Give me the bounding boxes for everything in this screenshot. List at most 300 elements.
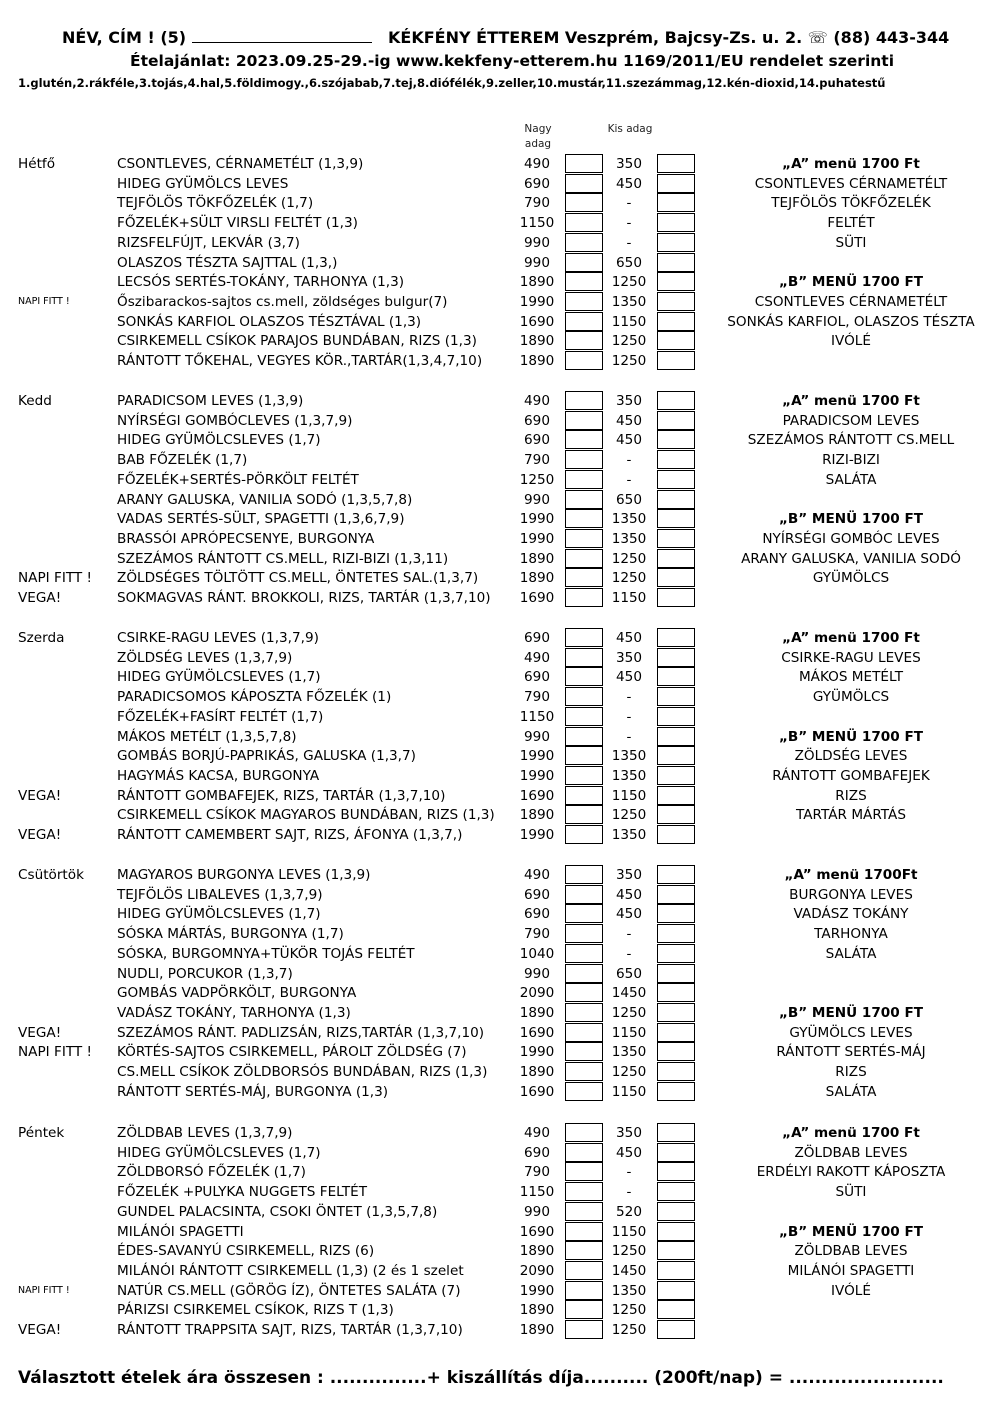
menu-offer-text: CSIRKE-RAGU LEVES [781,649,921,666]
price-nagy: 690 [524,906,550,923]
menu-row [0,1162,1000,1182]
price-nagy: 690 [524,412,550,429]
order-box-nagy[interactable] [565,983,603,1002]
order-box-nagy[interactable] [565,746,603,765]
order-box-kis[interactable] [657,1182,695,1201]
column-header-nagy: Nagy adag [524,123,552,150]
price-nagy: 490 [524,867,550,883]
order-box-nagy[interactable] [565,174,603,193]
menu-offer-text: „A” menü 1700 Ft [782,630,920,646]
price-nagy: 1990 [519,748,555,765]
price-nagy: 2090 [519,985,555,1002]
price-nagy: 1890 [519,333,555,350]
column-header-kis: Kis adag [607,123,653,135]
order-box-kis[interactable] [657,529,695,548]
menu-offer-text: CSONTLEVES CÉRNAMETÉLT [754,175,948,192]
menu-row [0,1222,1000,1242]
price-kis: 1350 [611,530,647,547]
order-box-nagy[interactable] [565,865,603,884]
price-nagy: 1890 [519,1302,555,1319]
price-kis: - [626,689,632,706]
order-box-nagy[interactable] [565,766,603,785]
price-nagy: 1890 [519,274,555,291]
order-box-kis[interactable] [657,1222,695,1241]
order-box-nagy[interactable] [565,628,603,647]
menu-row [0,983,1000,1003]
price-nagy: 1990 [519,511,555,528]
order-box-nagy[interactable] [565,391,603,410]
menu-row [0,1202,1000,1222]
row-tag: Péntek [18,1125,65,1141]
order-box-nagy[interactable] [565,154,603,173]
name-address-blank[interactable] [192,28,372,43]
price-nagy: 1150 [519,1184,555,1201]
order-box-kis[interactable] [657,786,695,805]
price-nagy: 1990 [519,1282,555,1299]
price-kis: - [626,926,632,943]
dish-name: TEJFÖLÖS TÖKFŐZELÉK (1,7) [117,195,314,212]
order-box-kis[interactable] [657,430,695,449]
order-box-kis[interactable] [657,1281,695,1300]
menu-offer-text: „B” MENÜ 1700 FT [778,511,924,528]
price-kis: 450 [616,630,642,646]
price-kis: 1250 [611,1302,647,1319]
menu-row [0,628,1000,648]
row-tag: VEGA! [18,590,62,606]
price-kis: 650 [616,965,642,982]
order-box-nagy[interactable] [565,707,603,726]
order-box-kis[interactable] [657,825,695,844]
order-box-kis[interactable] [657,411,695,430]
menu-row [0,1281,1000,1301]
price-nagy: 490 [524,1125,550,1141]
allergen-list: 1.glutén,2.rákféle,3.tojás,4.hal,5.földimogy.,6.szójabab,7.tej,8.diófélék,9.zeller,10.mustár,11.szezámmag,12.kén-dioxid,14.puhatestű [18,76,886,90]
price-nagy: 1250 [519,471,555,488]
price-nagy: 1890 [519,807,555,824]
order-box-nagy[interactable] [565,549,603,568]
dish-name: ZÖLDSÉG LEVES (1,3,7,9) [117,649,293,666]
menu-row [0,588,1000,608]
order-box-kis[interactable] [657,727,695,746]
price-kis: 1450 [611,1262,647,1279]
dish-name: RIZSFELFÚJT, LEKVÁR (3,7) [117,234,300,251]
menu-offer-text: SALÁTA [825,945,877,962]
order-box-kis[interactable] [657,193,695,212]
menu-row [0,1300,1000,1320]
price-kis: - [626,728,632,745]
dish-name: HIDEG GYÜMÖLCSLEVES (1,7) [117,906,321,923]
order-box-kis[interactable] [657,331,695,350]
row-tag: VEGA! [18,1322,62,1338]
price-kis: 650 [616,254,642,271]
price-kis: 450 [616,1144,642,1161]
price-kis: - [626,471,632,488]
menu-offer-text: TARTÁR MÁRTÁS [796,807,906,824]
menu-offer-text: CSONTLEVES CÉRNAMETÉLT [754,293,948,310]
menu-offer-text: ZÖLDBAB LEVES [794,1144,908,1161]
order-box-nagy[interactable] [565,331,603,350]
dish-name: FŐZELÉK +PULYKA NUGGETS FELTÉT [117,1184,368,1201]
menu-offer-text: GYÜMÖLCS LEVES [789,1024,913,1041]
price-kis: 520 [616,1203,642,1220]
order-box-nagy[interactable] [565,1320,603,1339]
order-box-kis[interactable] [657,588,695,607]
price-nagy: 1990 [519,293,555,310]
price-nagy: 1690 [519,1083,555,1100]
price-kis: - [626,945,632,962]
order-box-kis[interactable] [657,1062,695,1081]
price-kis: 350 [616,393,642,409]
order-box-kis[interactable] [657,1300,695,1319]
price-nagy: 790 [524,452,550,469]
menu-offer-text: SALÁTA [825,1083,877,1100]
order-box-nagy[interactable] [565,529,603,548]
price-nagy: 690 [524,669,550,686]
menu-row [0,272,1000,292]
order-box-nagy[interactable] [565,1222,603,1241]
order-box-nagy[interactable] [565,1241,603,1260]
order-box-kis[interactable] [657,964,695,983]
order-box-kis[interactable] [657,944,695,963]
price-nagy: 1690 [519,1024,555,1041]
dish-name: ZÖLDBAB LEVES (1,3,7,9) [117,1125,293,1141]
dish-name: GOMBÁS BORJÚ-PAPRIKÁS, GALUSKA (1,3,7) [117,748,416,765]
order-box-nagy[interactable] [565,470,603,489]
price-nagy: 990 [524,234,550,251]
order-box-nagy[interactable] [565,1143,603,1162]
order-box-nagy[interactable] [565,786,603,805]
menu-offer-text: ZÖLDBAB LEVES [794,1243,908,1260]
menu-row [0,312,1000,332]
price-nagy: 690 [524,432,550,449]
menu-row [0,549,1000,569]
menu-row [0,154,1000,174]
dish-name: OLASZOS TÉSZTA SAJTTAL (1,3,) [117,254,338,271]
order-box-nagy[interactable] [565,1003,603,1022]
price-nagy: 1690 [519,787,555,804]
order-box-kis[interactable] [657,1003,695,1022]
price-kis: 1150 [611,590,647,606]
dish-name: CSONTLEVES, CÉRNAMETÉLT (1,3,9) [117,156,364,172]
order-box-nagy[interactable] [565,490,603,509]
order-box-kis[interactable] [657,568,695,587]
order-box-kis[interactable] [657,391,695,410]
price-kis: 1350 [611,511,647,528]
order-box-kis[interactable] [657,924,695,943]
price-kis: 1250 [611,1064,647,1080]
order-box-kis[interactable] [657,490,695,509]
dish-name: MILÁNÓI SPAGETTI [117,1223,244,1240]
menu-offer-text: „B” MENÜ 1700 FT [778,1004,924,1021]
order-box-kis[interactable] [657,154,695,173]
order-box-kis[interactable] [657,628,695,647]
restaurant-info: KÉKFÉNY ÉTTEREM Veszprém, Bajcsy-Zs. u. 2. ☏ (88) 443-344 [388,28,950,47]
price-kis: 1150 [611,1083,647,1100]
row-tag: Hétfő [18,156,56,172]
price-kis: 1250 [611,274,647,291]
menu-offer-text: GYÜMÖLCS [812,570,890,587]
order-box-nagy[interactable] [565,1300,603,1319]
price-kis: 1250 [611,353,647,369]
menu-row [0,233,1000,253]
dish-name: SZEZÁMOS RÁNT. PADLIZSÁN, RIZS,TARTÁR (1,3,7,10) [117,1024,485,1041]
order-box-nagy[interactable] [565,1082,603,1101]
order-box-kis[interactable] [657,1042,695,1061]
menu-row [0,1023,1000,1043]
order-box-kis[interactable] [657,1241,695,1260]
order-box-kis[interactable] [657,509,695,528]
order-box-nagy[interactable] [565,687,603,706]
price-nagy: 1150 [519,215,555,232]
menu-row [0,411,1000,431]
order-box-nagy[interactable] [565,312,603,331]
order-box-kis[interactable] [657,766,695,785]
order-box-nagy[interactable] [565,667,603,686]
order-box-kis[interactable] [657,253,695,272]
menu-offer-text: RIZI-BIZI [822,452,880,469]
order-box-nagy[interactable] [565,411,603,430]
dish-name: ZÖLDBORSÓ FŐZELÉK (1,7) [117,1164,306,1181]
price-nagy: 690 [524,630,550,646]
price-nagy: 790 [524,195,550,212]
menu-row [0,430,1000,450]
price-nagy: 1890 [519,353,555,369]
price-kis: 1250 [611,1243,647,1260]
price-nagy: 490 [524,156,550,172]
menu-row [0,648,1000,668]
menu-row [0,727,1000,747]
menu-row [0,450,1000,470]
order-box-nagy[interactable] [565,430,603,449]
dish-name: VADÁSZ TOKÁNY, TARHONYA (1,3) [117,1004,351,1021]
order-box-nagy[interactable] [565,648,603,667]
order-box-kis[interactable] [657,312,695,331]
menu-offer-text: TEJFÖLÖS TÖKFŐZELÉK [771,195,931,212]
order-box-nagy[interactable] [565,944,603,963]
price-nagy: 690 [524,175,550,192]
order-box-nagy[interactable] [565,904,603,923]
price-kis: 1350 [611,767,647,784]
price-kis: 1250 [611,1004,647,1021]
order-box-kis[interactable] [657,174,695,193]
menu-row [0,746,1000,766]
dish-name: HIDEG GYÜMÖLCSLEVES (1,7) [117,1144,321,1161]
dish-name: ARANY GALUSKA, VANILIA SODÓ (1,3,5,7,8) [117,491,413,508]
price-kis: 1250 [611,1322,647,1338]
row-tag: NAPI FITT ! [18,1284,70,1296]
order-box-nagy[interactable] [565,1162,603,1181]
row-tag: Szerda [18,630,65,646]
dish-name: RÁNTOTT TŐKEHAL, VEGYES KÖR.,TARTÁR(1,3,4,7,10) [117,353,483,369]
order-box-kis[interactable] [657,1123,695,1142]
dish-name: CSIRKE-RAGU LEVES (1,3,7,9) [117,630,319,646]
order-box-kis[interactable] [657,1162,695,1181]
price-nagy: 790 [524,926,550,943]
order-box-nagy[interactable] [565,450,603,469]
price-kis: 450 [616,669,642,686]
menu-offer-text: „B” MENÜ 1700 FT [778,728,924,745]
order-box-kis[interactable] [657,272,695,291]
menu-offer-text: IVÓLÉ [831,1282,871,1299]
dish-name: MÁKOS METÉLT (1,3,5,7,8) [117,728,297,745]
order-box-nagy[interactable] [565,588,603,607]
menu-offer-text: „A” menü 1700Ft [784,867,918,883]
menu-row [0,470,1000,490]
order-box-nagy[interactable] [565,1123,603,1142]
order-box-kis[interactable] [657,865,695,884]
price-nagy: 1690 [519,590,555,606]
menu-row [0,865,1000,885]
order-box-nagy[interactable] [565,253,603,272]
price-kis: 1450 [611,985,647,1002]
order-box-nagy[interactable] [565,1261,603,1280]
order-box-kis[interactable] [657,1261,695,1280]
dish-name: PARADICSOM LEVES (1,3,9) [117,393,304,409]
price-kis: - [626,1164,632,1181]
menu-offer-text: MILÁNÓI SPAGETTI [787,1262,915,1279]
price-kis: 1150 [611,1024,647,1041]
dish-name: SÓSKA MÁRTÁS, BURGONYA (1,7) [117,926,344,943]
order-box-kis[interactable] [657,746,695,765]
price-nagy: 990 [524,254,550,271]
dish-name: NUDLI, PORCUKOR (1,3,7) [117,965,293,982]
menu-row [0,193,1000,213]
order-box-nagy[interactable] [565,805,603,824]
order-box-nagy[interactable] [565,1042,603,1061]
dish-name: HIDEG GYÜMÖLCSLEVES (1,7) [117,669,321,686]
order-box-kis[interactable] [657,904,695,923]
order-box-kis[interactable] [657,549,695,568]
order-box-kis[interactable] [657,885,695,904]
order-box-kis[interactable] [657,667,695,686]
order-box-kis[interactable] [657,292,695,311]
dish-name: FŐZELÉK+SÜLT VIRSLI FELTÉT (1,3) [117,215,358,232]
order-box-nagy[interactable] [565,924,603,943]
menu-offer-text: PARADICSOM LEVES [782,412,920,429]
order-box-kis[interactable] [657,805,695,824]
dish-name: VADAS SERTÉS-SÜLT, SPAGETTI (1,3,6,7,9) [117,511,405,528]
row-tag: NAPI FITT ! [18,570,92,587]
order-box-kis[interactable] [657,1143,695,1162]
menu-row [0,568,1000,588]
order-box-nagy[interactable] [565,272,603,291]
dish-name: MAGYAROS BURGONYA LEVES (1,3,9) [117,867,371,883]
order-box-kis[interactable] [657,1320,695,1339]
price-kis: 1350 [611,1044,647,1061]
dish-name: RÁNTOTT SERTÉS-MÁJ, BURGONYA (1,3) [117,1083,389,1100]
price-nagy: 990 [524,491,550,508]
price-kis: - [626,215,632,232]
order-box-nagy[interactable] [565,885,603,904]
order-box-nagy[interactable] [565,825,603,844]
price-kis: 350 [616,1125,642,1141]
order-box-kis[interactable] [657,233,695,252]
menu-offer-text: SZEZÁMOS RÁNTOTT CS.MELL [747,432,955,449]
dish-name: PARADICSOMOS KÁPOSZTA FŐZELÉK (1) [117,689,392,706]
order-box-kis[interactable] [657,213,695,232]
menu-row [0,1182,1000,1202]
menu-offer-text: ZÖLDSÉG LEVES [794,748,908,765]
price-nagy: 1990 [519,530,555,547]
order-box-kis[interactable] [657,1082,695,1101]
order-box-nagy[interactable] [565,568,603,587]
menu-row [0,509,1000,529]
order-box-nagy[interactable] [565,292,603,311]
dish-name: FŐZELÉK+FASÍRT FELTÉT (1,7) [117,708,324,725]
order-box-nagy[interactable] [565,193,603,212]
order-box-nagy[interactable] [565,1023,603,1042]
order-box-kis[interactable] [657,648,695,667]
order-box-kis[interactable] [657,1023,695,1042]
price-kis: 1250 [611,550,647,567]
order-box-kis[interactable] [657,707,695,726]
dish-name: SÓSKA, BURGOMNYA+TÜKÖR TOJÁS FELTÉT [117,945,415,962]
dish-name: RÁNTOTT CAMEMBERT SAJT, RIZS, ÁFONYA (1,3,7,) [117,827,463,843]
order-box-kis[interactable] [657,351,695,370]
price-kis: 450 [616,412,642,429]
order-box-nagy[interactable] [565,727,603,746]
order-box-nagy[interactable] [565,1202,603,1221]
price-kis: 450 [616,906,642,923]
menu-offer-text: „B” MENÜ 1700 FT [778,1223,924,1240]
price-kis: - [626,708,632,725]
menu-offer-text: SÜTI [835,1184,867,1201]
dish-name: FŐZELÉK+SERTÉS-PÖRKÖLT FELTÉT [117,471,359,488]
order-box-kis[interactable] [657,470,695,489]
offer-line: Ételajánlat: 2023.09.25-29.-ig www.kekfeny-etterem.hu 1169/2011/EU rendelet szerinti [130,52,895,70]
price-nagy: 1990 [519,767,555,784]
order-box-nagy[interactable] [565,964,603,983]
price-kis: 350 [616,156,642,172]
price-nagy: 1990 [519,1044,555,1061]
order-box-nagy[interactable] [565,1062,603,1081]
menu-row [0,885,1000,905]
menu-offer-text: NYÍRSÉGI GOMBÓC LEVES [762,530,940,547]
price-kis: 450 [616,175,642,192]
menu-offer-text: „B” MENÜ 1700 FT [778,274,924,291]
order-box-nagy[interactable] [565,233,603,252]
order-box-kis[interactable] [657,687,695,706]
price-nagy: 2090 [519,1262,555,1279]
row-tag: Kedd [18,393,52,409]
dish-name: BAB FŐZELÉK (1,7) [117,452,248,469]
order-box-kis[interactable] [657,450,695,469]
price-kis: - [626,195,632,212]
menu-row [0,490,1000,510]
order-box-nagy[interactable] [565,213,603,232]
price-kis: 1150 [611,1223,647,1240]
price-nagy: 790 [524,1164,550,1181]
order-box-nagy[interactable] [565,351,603,370]
price-kis: 1250 [611,570,647,587]
dish-name: CSIRKEMELL CSÍKOK PARAJOS BUNDÁBAN, RIZS (1,3) [117,333,477,350]
menu-row [0,707,1000,727]
price-nagy: 1890 [519,1243,555,1260]
dish-name: ZÖLDSÉGES TÖLTÖTT CS.MELL, ÖNTETES SAL.(1,3,7) [117,570,479,587]
order-box-nagy[interactable] [565,1182,603,1201]
menu-offer-text: RIZS [835,1064,867,1080]
order-box-nagy[interactable] [565,509,603,528]
menu-offer-text: ARANY GALUSKA, VANILIA SODÓ [741,550,961,567]
order-box-kis[interactable] [657,1202,695,1221]
price-nagy: 1040 [519,945,555,962]
order-box-kis[interactable] [657,983,695,1002]
menu-offer-text: „A” menü 1700 Ft [782,156,920,172]
price-kis: 350 [616,867,642,883]
dish-name: CS.MELL CSÍKOK ZÖLDBORSÓS BUNDÁBAN, RIZS (1,3) [117,1064,488,1080]
menu-row [0,667,1000,687]
order-box-nagy[interactable] [565,1281,603,1300]
